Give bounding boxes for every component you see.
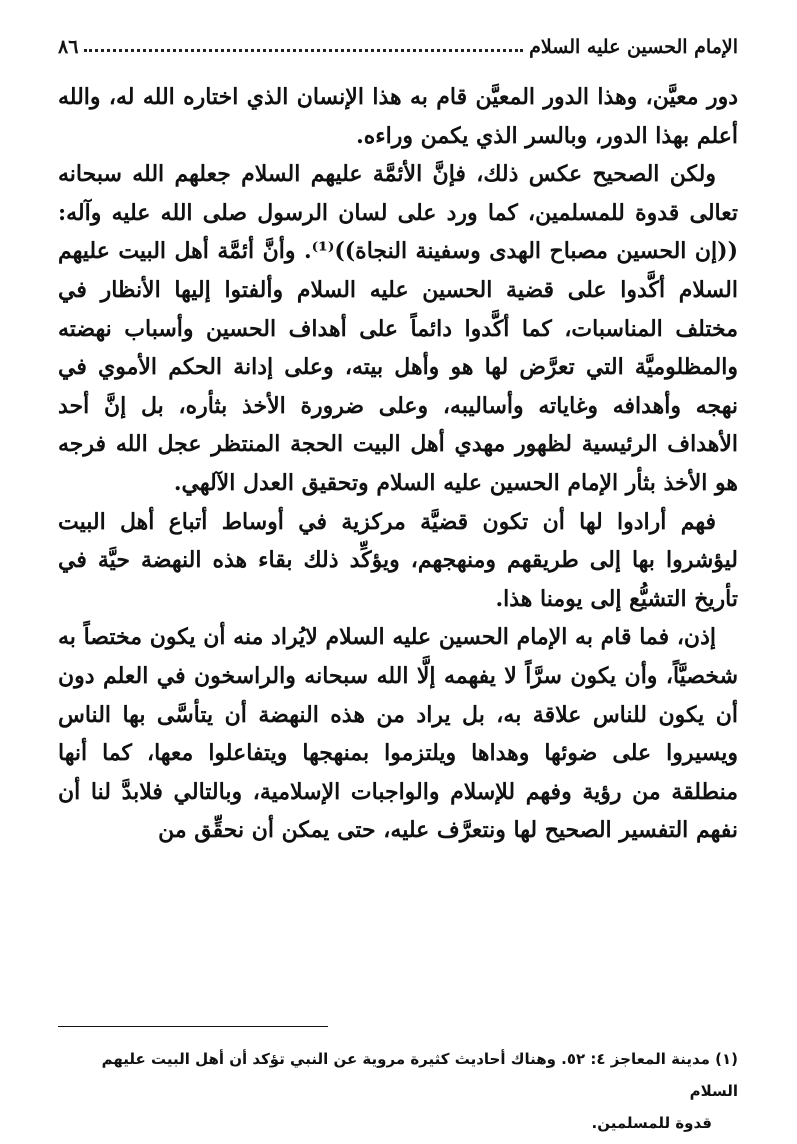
footnotes (58, 1043, 738, 1139)
body-text (58, 78, 738, 850)
paragraph-4: إذن، فما قام به الإمام الحسين عليه السلام لايُراد منه أن يكون مختصاً به شخصيَّاً، وأن يكون سرَّاً لا يفهمه إلَّا الله سبحانه والراسخون في العلم دون أن يكون للناس علاقة به، بل يراد من هذه النهضة أن يتأسَّى بها الناس ويسيروا على ضوئها وهداها ويلتزموا بمنهجها ويتفاعلوا معها، كما أنها منطلقة من رؤية وفهم للإسلام والواجبات الإسلامية، وبالتالي فلابدَّ لنا أن نفهم التفسير الصحيح لها ونتعرَّف عليه، حتى يمكن أن نحقِّق من (58, 624, 738, 844)
page-number: ٨٦ (58, 36, 79, 58)
footnote-1-continued: قدوة للمسلمين. (591, 1114, 712, 1132)
paragraph-1: دور معيَّن، وهذا الدور المعيَّن قام به هذا الإنسان الذي اختاره الله له، والله أعلم بهذا الدور، وبالسر الذي يكمن وراءه. (58, 84, 738, 149)
running-title: الإمام الحسين عليه السلام (529, 36, 738, 58)
footnote-divider (58, 1026, 328, 1027)
paragraph-3: فهم أرادوا لها أن تكون قضيَّة مركزية في أوساط أتباع أهل البيت ليؤشروا بها إلى طريقهم ومنهجهم، ويؤكِّد ذلك بقاء هذه النهضة حيَّة في تأريخ التشيُّع إلى يومنا هذا. (58, 508, 738, 612)
footnote-1: (١) مدينة المعاجز ٤: ٥٢. وهناك أحاديث كثيرة مروية عن النبي تؤكد أن أهل البيت عليهم السلام (101, 1050, 738, 1100)
running-header (58, 28, 738, 58)
paragraph-2: ولكن الصحيح عكس ذلك، فإنَّ الأئمَّة عليهم السلام جعلهم الله سبحانه تعالى قدوة للمسلمين، كما ورد على لسان الرسول صلى الله عليه وآله: ((إن الحسين مصباح الهدى وسفينة النجاة))⁽¹⁾. وأنَّ أئمَّة أهل البيت عليهم السلام أكَّدوا على قضية الحسين عليه السلام وألفتوا إليها الأنظار في مختلف المناسبات، كما أكَّدوا دائماً على أهداف الحسين وأسباب نهضته والمظلوميَّة التي تعرَّض لها هو وأهل بيته، وعلى إدانة الحكم الأموي في نهجه وأهدافه وغاياته وأساليبه، وعلى ضرورة الأخذ بثأره، بل إنَّ أحد الأهداف الرئيسية لظهور مهدي أهل البيت الحجة المنتظر عجل الله فرجه هو الأخذ بثأر الإمام الحسين عليه السلام وتحقيق العدل الآلهي. (58, 161, 738, 496)
header-dot-leader (84, 49, 523, 52)
book-page (58, 28, 738, 1132)
